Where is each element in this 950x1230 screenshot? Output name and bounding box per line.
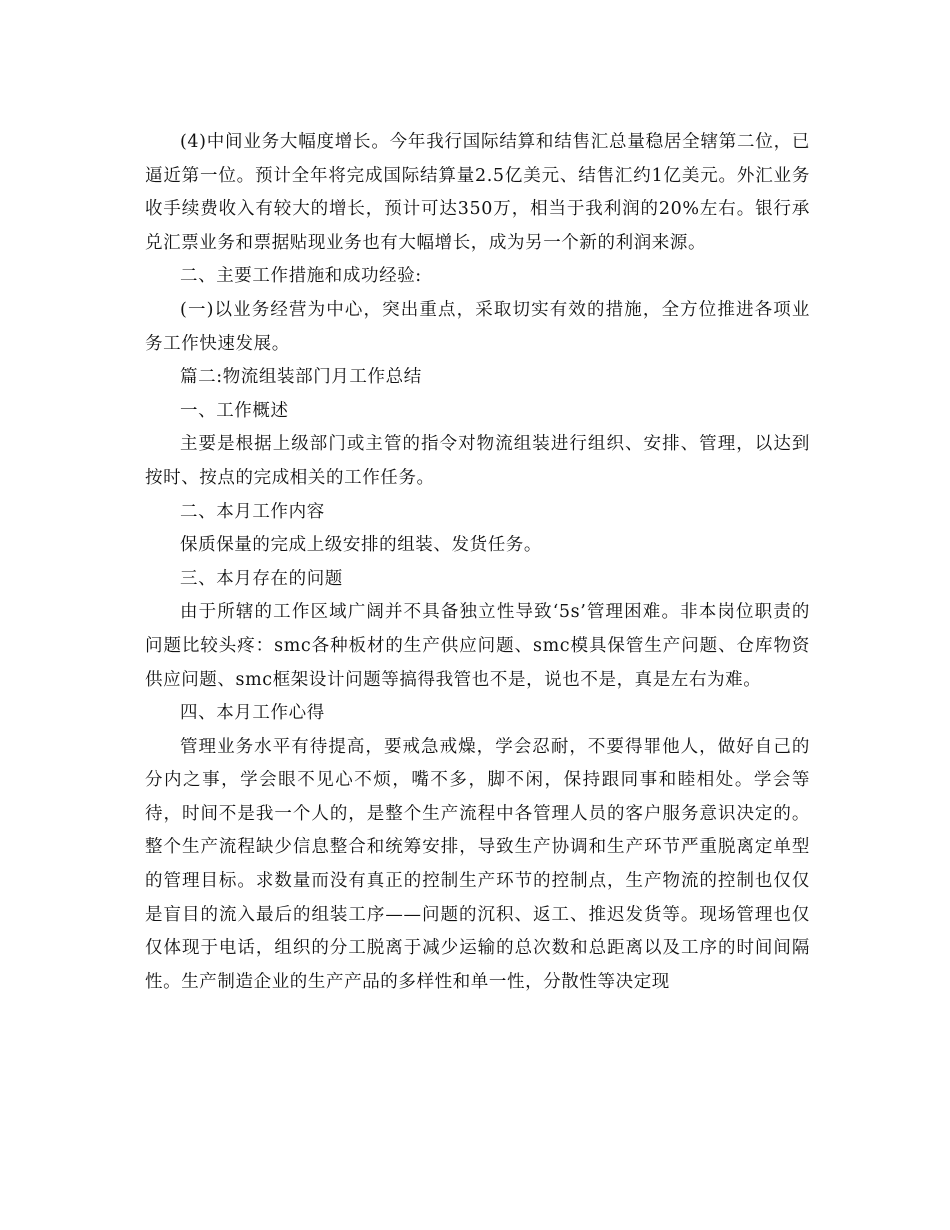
paragraph-existing-problems: 由于所辖的工作区域广阔并不具备独立性导致‘5s’管理困难。非本岗位职责的问题比较头疼：smc各种板材的生产供应问题、smc模具保管生产问题、仓库物资供应问题、smc框架设计问题等搞得我管也不是，说也不是，真是左右为难。	[145, 602, 810, 690]
heading-work-insights: 四、本月工作心得	[180, 703, 325, 724]
paragraph-work-insights: 管理业务水平有待提高，要戒急戒燥，学会忍耐，不要得罪他人，做好自己的分内之事，学会眼不见心不烦，嘴不多，脚不闲，保持跟同事和睦相处。学会等待，时间不是我一个人的，是整个生产流程中各管理人员的客户服务意识决定的。整个生产流程缺少信息整合和统筹安排，导致生产协调和生产环节严重脱离定单型的管理目标。求数量而没有真正的控制生产环节的控制点，生产物流的控制也仅仅是盲目的流入最后的组装工序——问题的沉积、返工、推迟发货等。现场管理也仅仅体现于电话，组织的分工脱离于减少运输的总次数和总距离以及工序的时间间隔性。生产制造企业的生产产品的多样性和单一性，分散性等决定现	[145, 736, 810, 992]
paragraph-monthly-content: 保质保量的完成上级安排的组装、发货任务。	[180, 535, 542, 556]
heading-monthly-content: 二、本月工作内容	[180, 501, 325, 522]
heading-work-overview: 一、工作概述	[180, 400, 289, 421]
heading-existing-problems: 三、本月存在的问题	[180, 568, 343, 589]
paragraph-work-overview: 主要是根据上级部门或主管的指令对物流组装进行组织、安排、管理，以达到按时、按点的完成相关的工作任务。	[145, 434, 810, 488]
document-page	[145, 126, 810, 999]
heading-main-measures: 二、主要工作措施和成功经验:	[180, 266, 422, 287]
paragraph-business-center: (一)以业务经营为中心，突出重点，采取切实有效的措施，全方位推进各项业务工作快速发展。	[145, 299, 810, 354]
paragraph-intermediate-business: (4)中间业务大幅度增长。今年我行国际结算和结售汇总量稳居全辖第二位，已逼近第一位。预计全年将完成国际结算量2.5亿美元、结售汇约1亿美元。外汇业务收手续费收入有较大的增长，预计可达350万，相当于我利润的20%左右。银行承兑汇票业务和票据贴现业务也有大幅增长，成为另一个新的利润来源。	[145, 132, 810, 253]
heading-article-two: 篇二:物流组装部门月工作总结	[180, 367, 422, 388]
